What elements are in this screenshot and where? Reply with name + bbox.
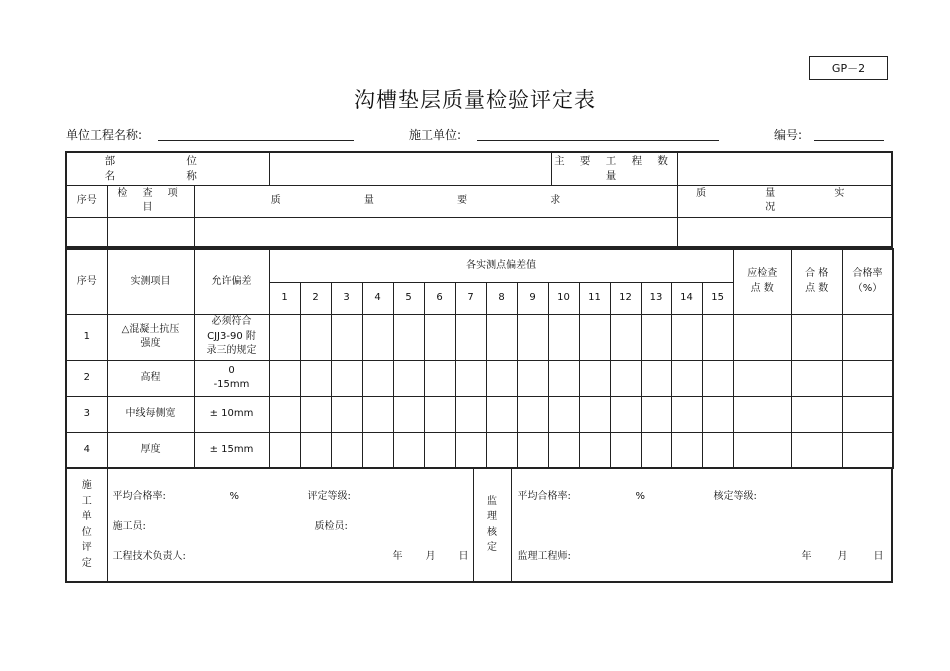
should-check-cell[interactable] xyxy=(733,396,791,432)
pass-rate-label: 合格率 （%） xyxy=(842,249,893,314)
sup-avg-rate-label: 平均合格率: xyxy=(517,491,571,502)
construction-evaluation-label: 施 工 单 位 评 定 xyxy=(66,469,107,582)
quality-actual-cell[interactable] xyxy=(677,217,892,247)
qualified-points-label: 合 格 点 数 xyxy=(791,249,842,314)
deviation-cell[interactable] xyxy=(269,432,300,468)
qualified-points-cell[interactable] xyxy=(791,396,842,432)
sup-month-label: 月 xyxy=(837,551,848,562)
deviation-cell[interactable] xyxy=(641,314,671,360)
row-seq: 3 xyxy=(66,396,107,432)
verify-grade-label: 核定等级: xyxy=(713,491,757,502)
should-check-cell[interactable] xyxy=(733,432,791,468)
deviation-cell[interactable] xyxy=(486,314,517,360)
row-tolerance: ± 15mm xyxy=(194,432,269,468)
construction-unit-field[interactable] xyxy=(477,140,719,141)
deviation-cell[interactable] xyxy=(300,396,331,432)
measure-row xyxy=(66,432,893,468)
deviation-cell[interactable] xyxy=(455,396,486,432)
deviation-cell[interactable] xyxy=(671,314,702,360)
construction-unit-label: 施工单位: xyxy=(409,128,462,142)
info-seq-cell[interactable] xyxy=(66,217,107,247)
pass-rate-cell[interactable] xyxy=(842,396,893,432)
qualified-points-cell[interactable] xyxy=(791,314,842,360)
qualified-points-cell[interactable] xyxy=(791,360,842,396)
row-seq: 1 xyxy=(66,314,107,360)
deviation-cell[interactable] xyxy=(610,432,641,468)
deviation-cell[interactable] xyxy=(579,396,610,432)
deviation-cell[interactable] xyxy=(579,360,610,396)
deviation-cell[interactable] xyxy=(517,432,548,468)
point-number-10: 10 xyxy=(548,282,579,314)
main-quantity-value[interactable] xyxy=(677,152,892,185)
month-label: 月 xyxy=(425,551,436,562)
deviation-cell[interactable] xyxy=(300,314,331,360)
deviation-cell[interactable] xyxy=(517,396,548,432)
deviation-cell[interactable] xyxy=(548,396,579,432)
row-item: 高程 xyxy=(107,360,194,396)
deviation-cell[interactable] xyxy=(455,432,486,468)
check-item-label: 检 查 项 目 xyxy=(107,185,194,217)
deviation-cell[interactable] xyxy=(702,396,733,432)
page-title: 沟槽垫层质量检验评定表 xyxy=(354,88,596,112)
deviation-cell[interactable] xyxy=(331,360,362,396)
deviation-cell[interactable] xyxy=(331,432,362,468)
deviation-cell[interactable] xyxy=(424,432,455,468)
main-quantity-label: 主 要 工 程 数 量 xyxy=(551,152,677,185)
deviation-cell[interactable] xyxy=(455,360,486,396)
deviation-cell[interactable] xyxy=(702,432,733,468)
deviation-cell[interactable] xyxy=(610,360,641,396)
deviation-cell[interactable] xyxy=(300,432,331,468)
number-field[interactable] xyxy=(814,140,884,141)
deviation-cell[interactable] xyxy=(269,360,300,396)
day-label: 日 xyxy=(458,551,469,562)
constructor-label: 施工员: xyxy=(112,521,146,532)
measurement-table xyxy=(65,248,894,469)
deviation-cell[interactable] xyxy=(486,360,517,396)
point-number-2: 2 xyxy=(300,282,331,314)
points-label: 各实测点偏差值 xyxy=(269,249,733,282)
pass-rate-cell[interactable] xyxy=(842,432,893,468)
measure-item-label: 实测项目 xyxy=(107,249,194,314)
should-check-label: 应检查 点 数 xyxy=(733,249,791,314)
deviation-cell[interactable] xyxy=(424,396,455,432)
deviation-cell[interactable] xyxy=(517,314,548,360)
deviation-cell[interactable] xyxy=(362,314,393,360)
check-item-cell[interactable] xyxy=(107,217,194,247)
deviation-cell[interactable] xyxy=(548,432,579,468)
inspector-label: 质检员: xyxy=(314,521,348,532)
measure-seq-label: 序号 xyxy=(66,249,107,314)
document-code: GP－2 xyxy=(809,56,888,80)
point-number-3: 3 xyxy=(331,282,362,314)
row-seq: 2 xyxy=(66,360,107,396)
deviation-cell[interactable] xyxy=(331,314,362,360)
qualified-points-cell[interactable] xyxy=(791,432,842,468)
deviation-cell[interactable] xyxy=(393,432,424,468)
deviation-cell[interactable] xyxy=(300,360,331,396)
row-tolerance: 0 -15mm xyxy=(194,360,269,396)
deviation-cell[interactable] xyxy=(424,314,455,360)
year-label: 年 xyxy=(392,551,403,562)
deviation-cell[interactable] xyxy=(393,360,424,396)
sup-year-label: 年 xyxy=(801,551,812,562)
row-item: △混凝土抗压 强度 xyxy=(107,314,194,360)
point-number-5: 5 xyxy=(393,282,424,314)
sup-day-label: 日 xyxy=(873,551,884,562)
pass-rate-cell[interactable] xyxy=(842,360,893,396)
deviation-cell[interactable] xyxy=(362,396,393,432)
evaluation-table xyxy=(65,468,893,583)
deviation-cell[interactable] xyxy=(486,396,517,432)
point-number-12: 12 xyxy=(610,282,641,314)
row-tolerance: 必须符合 CJJ3-90 附 录三的规定 xyxy=(194,314,269,360)
deviation-cell[interactable] xyxy=(610,396,641,432)
quality-requirement-cell[interactable] xyxy=(194,217,677,247)
deviation-cell[interactable] xyxy=(641,432,671,468)
tolerance-label: 允许偏差 xyxy=(194,249,269,314)
row-item: 中线每侧宽 xyxy=(107,396,194,432)
deviation-cell[interactable] xyxy=(424,360,455,396)
deviation-cell[interactable] xyxy=(702,360,733,396)
deviation-cell[interactable] xyxy=(702,314,733,360)
point-number-15: 15 xyxy=(702,282,733,314)
deviation-cell[interactable] xyxy=(548,360,579,396)
point-number-4: 4 xyxy=(362,282,393,314)
row-item: 厚度 xyxy=(107,432,194,468)
point-number-8: 8 xyxy=(486,282,517,314)
pass-rate-cell[interactable] xyxy=(842,314,893,360)
measure-row xyxy=(66,360,893,396)
point-number-9: 9 xyxy=(517,282,548,314)
deviation-cell[interactable] xyxy=(579,314,610,360)
eval-grade-label: 评定等级: xyxy=(307,491,351,502)
deviation-cell[interactable] xyxy=(331,396,362,432)
supervision-area xyxy=(511,469,892,582)
quality-requirement-label: 质 量 要 求 xyxy=(194,185,677,217)
deviation-cell[interactable] xyxy=(671,360,702,396)
deviation-cell[interactable] xyxy=(548,314,579,360)
sup-avg-rate-percent[interactable]: % xyxy=(635,491,646,502)
deviation-cell[interactable] xyxy=(641,396,671,432)
deviation-cell[interactable] xyxy=(393,396,424,432)
avg-rate-percent[interactable]: % xyxy=(229,491,240,502)
avg-rate-label: 平均合格率: xyxy=(112,491,166,502)
construction-evaluation-area xyxy=(107,469,473,582)
supervision-label: 监 理 核 定 xyxy=(473,469,511,582)
part-name-value[interactable] xyxy=(269,152,551,185)
deviation-cell[interactable] xyxy=(362,360,393,396)
deviation-cell[interactable] xyxy=(486,432,517,468)
deviation-cell[interactable] xyxy=(671,432,702,468)
deviation-cell[interactable] xyxy=(269,396,300,432)
deviation-cell[interactable] xyxy=(362,432,393,468)
deviation-cell[interactable] xyxy=(641,360,671,396)
point-number-7: 7 xyxy=(455,282,486,314)
number-label: 编号: xyxy=(774,128,803,142)
unit-project-label: 单位工程名称: xyxy=(66,128,143,142)
point-number-13: 13 xyxy=(641,282,671,314)
deviation-cell[interactable] xyxy=(269,314,300,360)
point-number-11: 11 xyxy=(579,282,610,314)
row-seq: 4 xyxy=(66,432,107,468)
quality-actual-label: 质 量 实 况 xyxy=(677,185,892,217)
part-name-label: 部 位 名 称 xyxy=(66,152,269,185)
point-number-14: 14 xyxy=(671,282,702,314)
supervisor-label: 监理工程师: xyxy=(517,551,571,562)
deviation-cell[interactable] xyxy=(610,314,641,360)
tech-lead-label: 工程技术负责人: xyxy=(112,551,186,562)
info-seq-label: 序号 xyxy=(66,185,107,217)
info-table xyxy=(65,151,893,248)
point-number-1: 1 xyxy=(269,282,300,314)
deviation-cell[interactable] xyxy=(671,396,702,432)
point-number-6: 6 xyxy=(424,282,455,314)
deviation-cell[interactable] xyxy=(455,314,486,360)
deviation-cell[interactable] xyxy=(517,360,548,396)
measure-row xyxy=(66,314,893,360)
row-tolerance: ± 10mm xyxy=(194,396,269,432)
unit-project-field[interactable] xyxy=(158,140,354,141)
deviation-cell[interactable] xyxy=(579,432,610,468)
measure-row xyxy=(66,396,893,432)
deviation-cell[interactable] xyxy=(393,314,424,360)
should-check-cell[interactable] xyxy=(733,360,791,396)
should-check-cell[interactable] xyxy=(733,314,791,360)
